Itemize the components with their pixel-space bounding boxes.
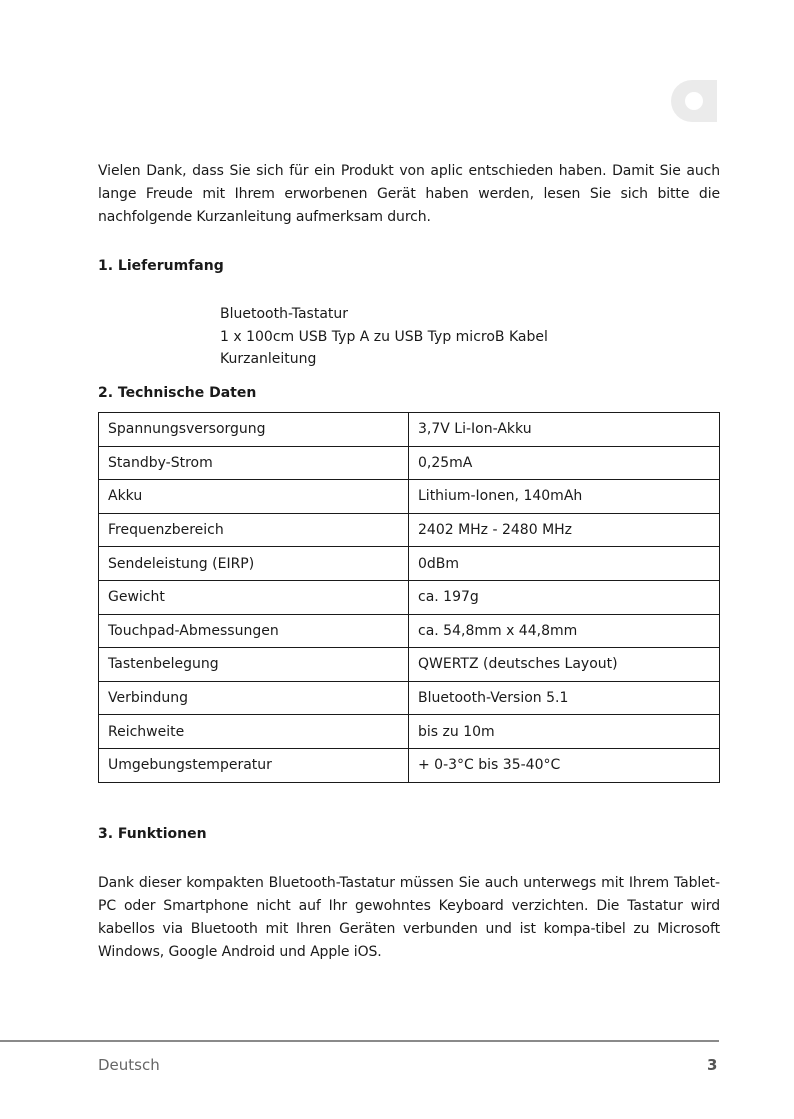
spec-key: Reichweite (99, 715, 409, 749)
heading-funktionen: 3. Funktionen (98, 826, 207, 842)
table-row (99, 413, 720, 447)
aplic-logo-icon (671, 80, 717, 122)
spec-key: Spannungsversorgung (99, 413, 409, 447)
heading-technische-daten: 2. Technische Daten (98, 385, 257, 401)
table-row (99, 748, 720, 782)
table-row (99, 614, 720, 648)
spec-value: 2402 MHz - 2480 MHz (409, 513, 720, 547)
table-row (99, 580, 720, 614)
functions-paragraph: Dank dieser kompakten Bluetooth-Tastatur müssen Sie auch unterwegs mit Ihrem Tablet-PC oder Smartphone nicht auf Ihr gewohntes Keyboard verzichten. Die Tastatur wird kabellos via Bluetooth mit Ihren Geräten verbunden und ist kompa-tibel zu Microsoft Windows, Google Android und Apple iOS. (98, 875, 720, 960)
spec-key: Verbindung (99, 681, 409, 715)
spec-key: Akku (99, 480, 409, 514)
table-row (99, 681, 720, 715)
intro-paragraph: Vielen Dank, dass Sie sich für ein Produkt von aplic entschieden haben. Damit Sie auch lange Freude mit Ihrem erworbenen Gerät haben werden, lesen Sie sich bitte die nachfolgende Kurzanleitung aufmerksam durch. (98, 163, 720, 225)
delivery-list (220, 303, 548, 371)
footer-divider (0, 1040, 719, 1042)
spec-value: 3,7V Li-Ion-Akku (409, 413, 720, 447)
spec-value: + 0-3°C bis 35-40°C (409, 748, 720, 782)
table-row (99, 446, 720, 480)
spec-key: Gewicht (99, 580, 409, 614)
spec-value: 0,25mA (409, 446, 720, 480)
table-row (99, 547, 720, 581)
list-item: Kurzanleitung (220, 351, 317, 367)
footer-language: Deutsch (98, 1056, 160, 1074)
table-row (99, 715, 720, 749)
spec-value: ca. 197g (409, 580, 720, 614)
table-row (99, 513, 720, 547)
spec-value: bis zu 10m (409, 715, 720, 749)
spec-key: Tastenbelegung (99, 648, 409, 682)
spec-table (98, 412, 720, 783)
spec-key: Standby-Strom (99, 446, 409, 480)
table-row (99, 648, 720, 682)
list-item: 1 x 100cm USB Typ A zu USB Typ microB Kabel (220, 328, 548, 345)
spec-value: Bluetooth-Version 5.1 (409, 681, 720, 715)
spec-key: Touchpad-Abmessungen (99, 614, 409, 648)
spec-key: Frequenzbereich (99, 513, 409, 547)
spec-key: Sendeleistung (EIRP) (99, 547, 409, 581)
spec-value: QWERTZ (deutsches Layout) (409, 648, 720, 682)
list-item: Bluetooth-Tastatur (220, 306, 349, 322)
spec-value: ca. 54,8mm x 44,8mm (409, 614, 720, 648)
page-number: 3 (707, 1056, 718, 1074)
table-row (99, 480, 720, 514)
heading-lieferumfang: 1. Lieferumfang (98, 258, 224, 274)
spec-key: Umgebungstemperatur (99, 748, 409, 782)
spec-value: Lithium-Ionen, 140mAh (409, 480, 720, 514)
spec-value: 0dBm (409, 547, 720, 581)
